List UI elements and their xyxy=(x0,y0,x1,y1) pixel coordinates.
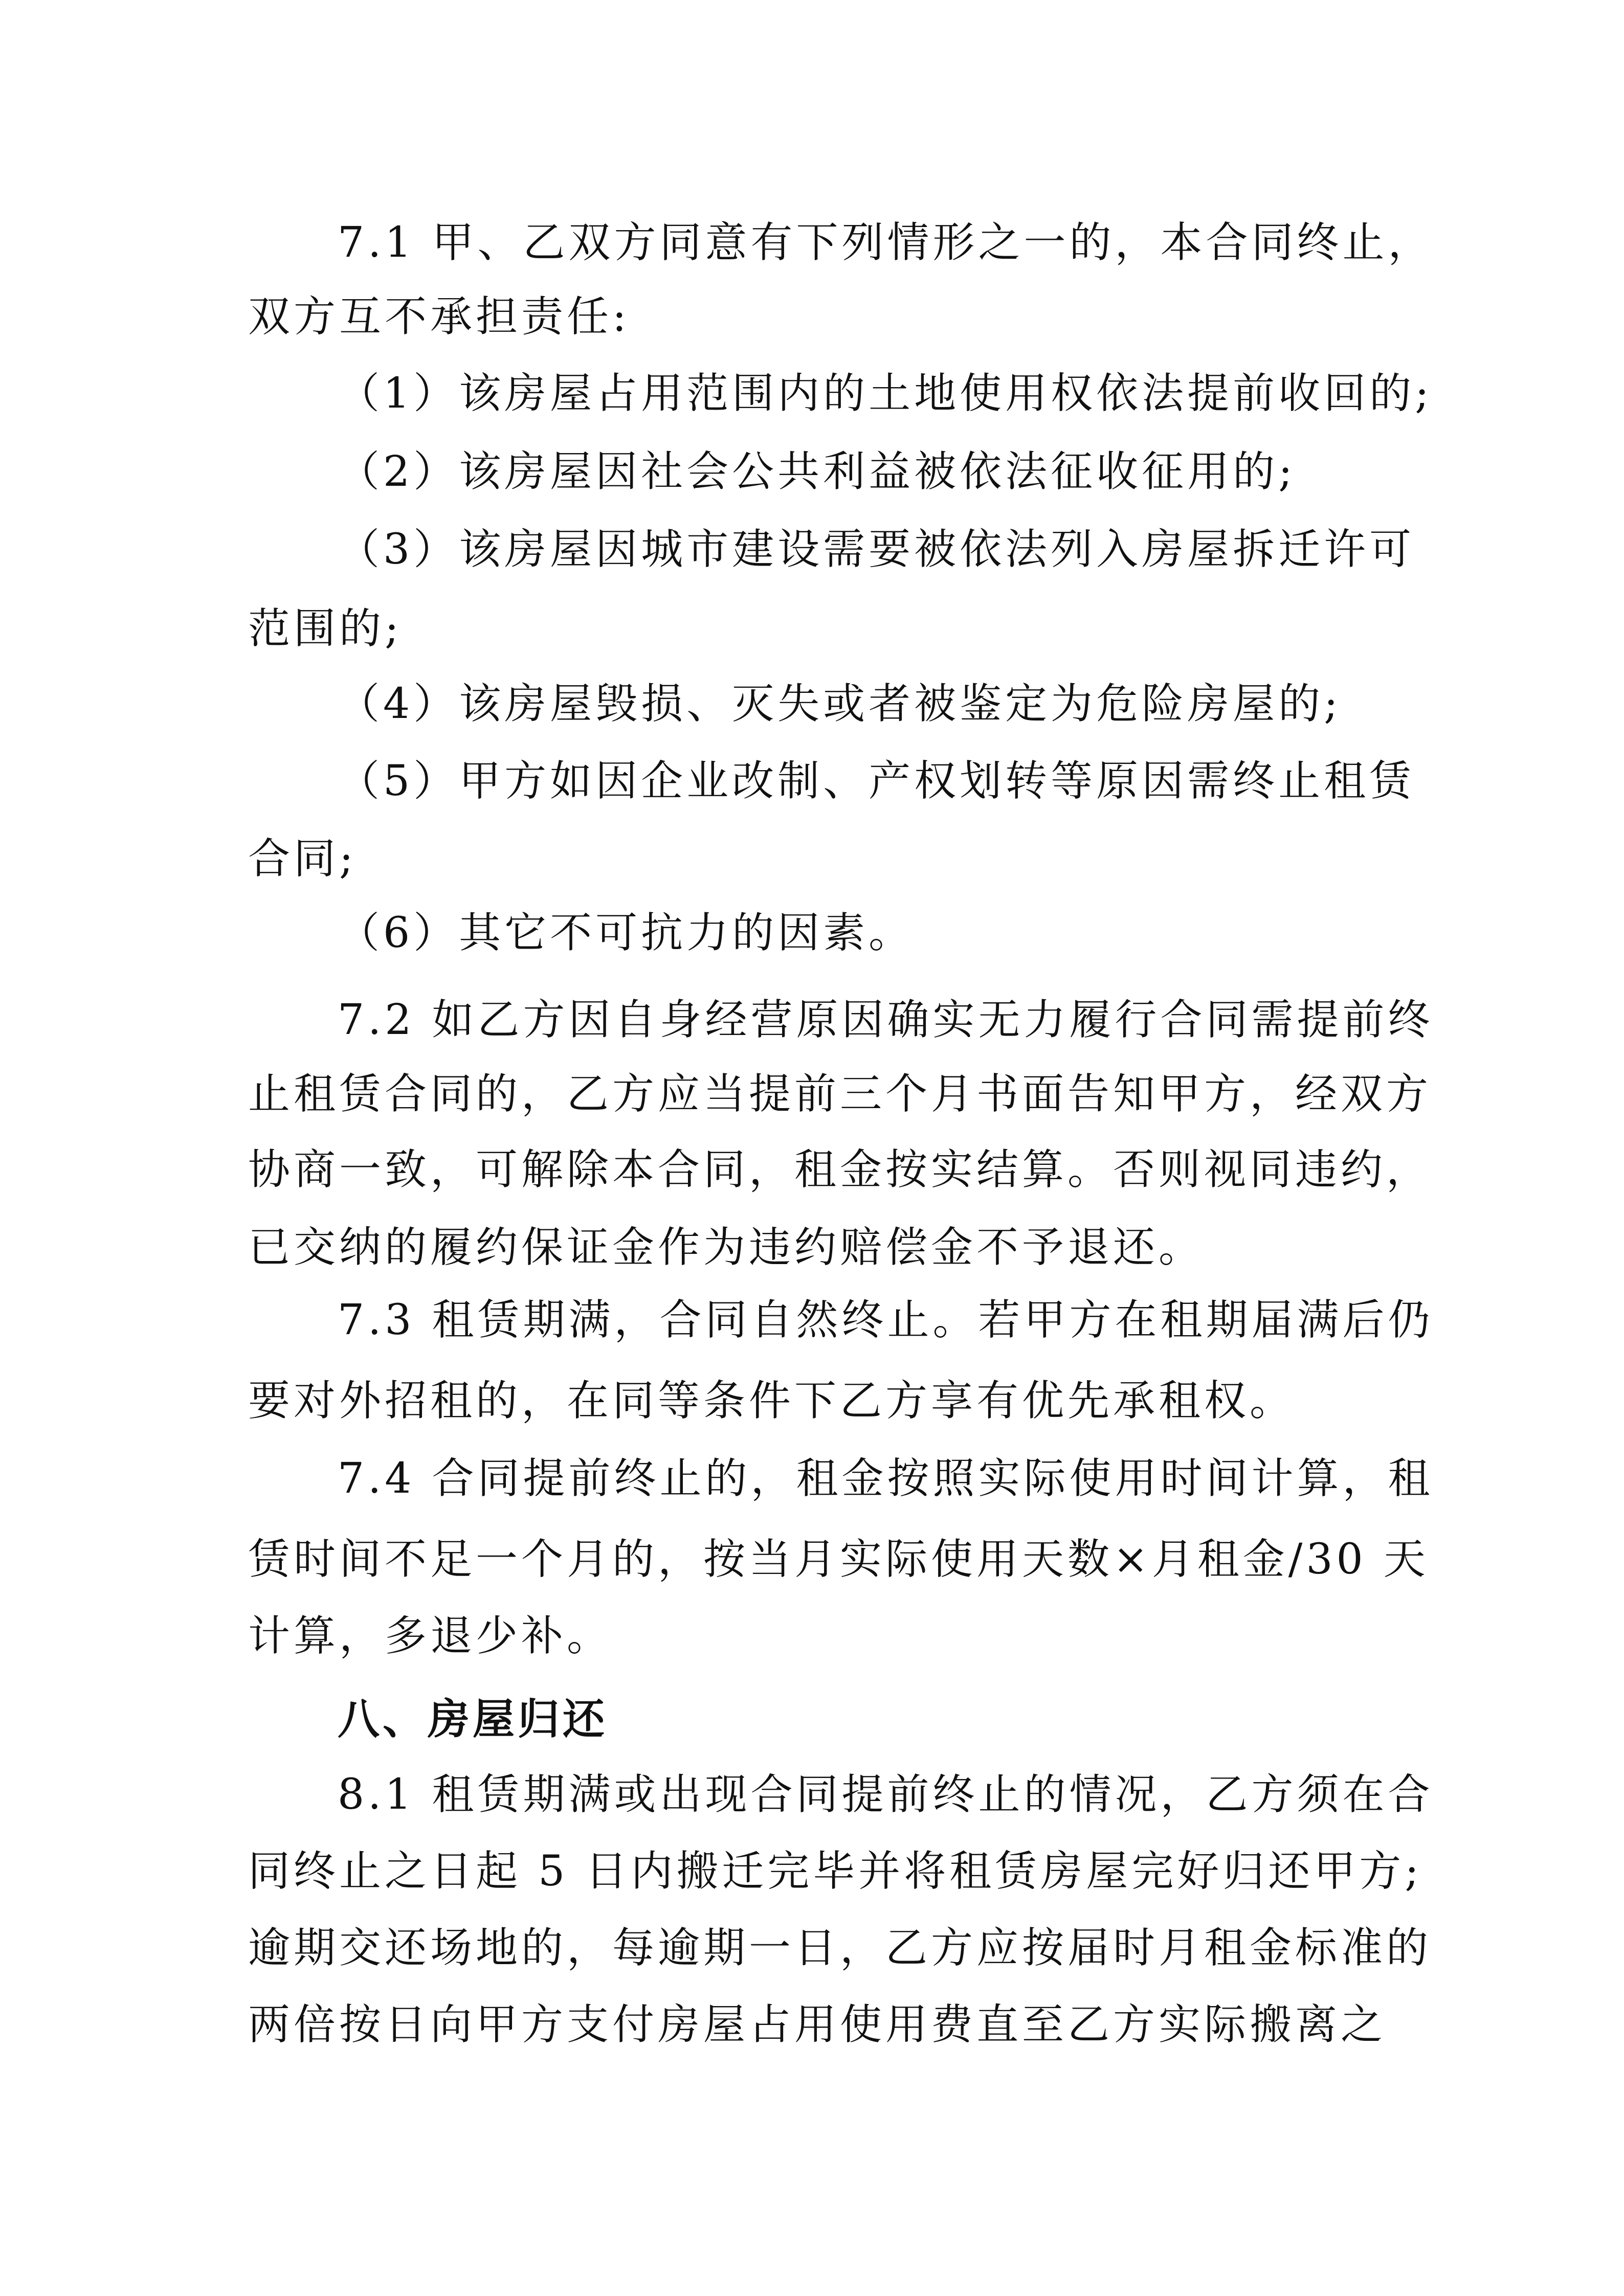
text-line: 已交纳的履约保证金作为违约赔偿金不予退还。 xyxy=(248,1223,1205,1272)
text-line: 计算，多退少补。 xyxy=(248,1612,613,1660)
text-line: （3）该房屋因城市建设需要被依法列入房屋拆迁许可 xyxy=(338,525,1415,574)
text-line: （4）该房屋毁损、灭失或者被鉴定为危险房屋的; xyxy=(338,680,1342,728)
text-line: 止租赁合同的，乙方应当提前三个月书面告知甲方，经双方 xyxy=(248,1070,1432,1118)
text-line: 两倍按日向甲方支付房屋占用使用费直至乙方实际搬离之 xyxy=(248,2000,1387,2049)
text-line: （1）该房屋占用范围内的土地使用权依法提前收回的; xyxy=(338,369,1433,418)
text-line: （2）该房屋因社会公共利益被依法征收征用的; xyxy=(338,447,1296,496)
text-line: 7.3 租赁期满，合同自然终止。若甲方在租期届满后仍 xyxy=(338,1296,1434,1344)
text-line: 7.4 合同提前终止的，租金按照实际使用时间计算，租 xyxy=(338,1454,1434,1503)
text-line: 8.1 租赁期满或出现合同提前终止的情况，乙方须在合 xyxy=(338,1770,1434,1819)
text-line: （6）其它不可抗力的因素。 xyxy=(338,909,915,957)
text-line: 范围的; xyxy=(248,604,403,653)
text-line: 7.1 甲、乙双方同意有下列情形之一的，本合同终止， xyxy=(338,218,1434,267)
text-line: 双方互不承担责任: xyxy=(248,292,630,341)
text-line: 合同; xyxy=(248,835,357,883)
text-line: 要对外招租的，在同等条件下乙方享有优先承租权。 xyxy=(248,1377,1296,1425)
text-line: 逾期交还场地的，每逾期一日，乙方应按届时月租金标准的 xyxy=(248,1924,1432,1972)
text-line: （5）甲方如因企业改制、产权划转等原因需终止租赁 xyxy=(338,757,1415,805)
text-line: 同终止之日起 5 日内搬迁完毕并将租赁房屋完好归还甲方; xyxy=(248,1847,1422,1896)
text-line: 协商一致，可解除本合同，租金按实结算。否则视同违约， xyxy=(248,1145,1432,1194)
text-line: 7.2 如乙方因自身经营原因确实无力履行合同需提前终 xyxy=(338,996,1434,1044)
section-heading: 八、房屋归还 xyxy=(338,1695,608,1744)
text-line: 赁时间不足一个月的，按当月实际使用天数×月租金/30 天 xyxy=(248,1535,1429,1584)
